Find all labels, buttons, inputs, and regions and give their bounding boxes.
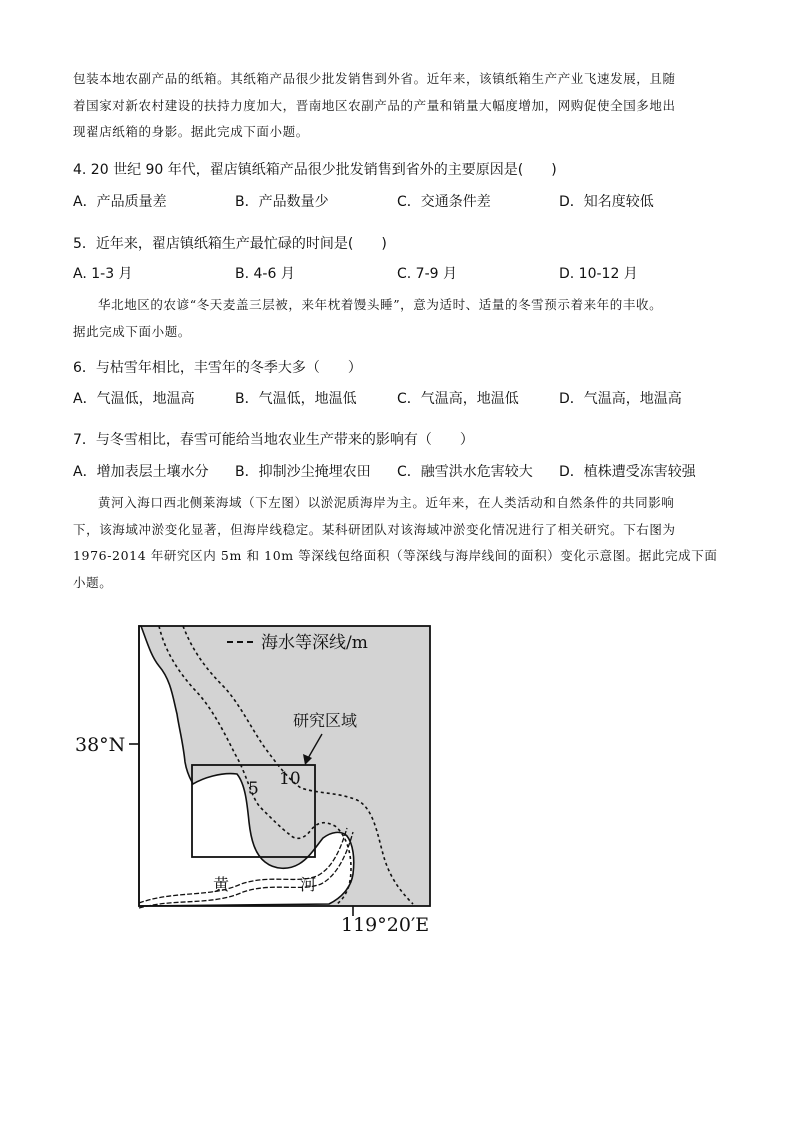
passage-line: 1976-2014 年研究区内 5m 和 10m 等深线包络面积（等深线与海岸线间的面积）变化示意图。据此完成下面 [73, 548, 718, 563]
passage-2 [73, 292, 723, 345]
option-d[interactable]: D．知名度较低 [559, 194, 654, 210]
option-c[interactable]: C．融雪洪水危害较大 [397, 464, 533, 480]
question-7: 7．与冬雪相比，春雪可能给当地农业生产带来的影响有（ ） [73, 432, 474, 448]
option-b[interactable]: B. 4-6 月 [235, 266, 295, 282]
passage-3 [73, 490, 723, 596]
question-4-options [73, 192, 723, 212]
question-5: 5．近年来，翟店镇纸箱生产最忙碌的时间是( ) [73, 236, 387, 252]
question-4: 4. 20 世纪 90 年代，翟店镇纸箱产品很少批发销售到省外的主要原因是( ) [73, 162, 557, 178]
passage-line: 黄河入海口西北侧莱海域（下左图）以淤泥质海岸为主。近年来，在人类活动和自然条件的共同影响 [98, 495, 675, 510]
option-a[interactable]: A．气温低，地温高 [73, 391, 195, 407]
question-5-options [73, 264, 723, 284]
option-a[interactable]: A．产品质量差 [73, 194, 167, 210]
lat-label: 38°N [75, 734, 126, 756]
option-c[interactable]: C．交通条件差 [397, 194, 491, 210]
option-d[interactable]: D．气温高，地温高 [559, 391, 682, 407]
lon-label: 119°20′E [341, 914, 430, 936]
option-c[interactable]: C．气温高，地温低 [397, 391, 519, 407]
question-6-options [73, 389, 723, 409]
estuary-map [75, 622, 435, 937]
contour-5-label: 5 [248, 779, 259, 799]
option-b[interactable]: B．抑制沙尘掩埋农田 [235, 464, 371, 480]
option-a[interactable]: A．增加表层土壤水分 [73, 464, 209, 480]
legend-label: 海水等深线/m [261, 633, 368, 653]
intro-line: 现翟店纸箱的身影。据此完成下面小题。 [73, 124, 309, 139]
option-c[interactable]: C. 7-9 月 [397, 266, 457, 282]
option-b[interactable]: B．气温低，地温低 [235, 391, 357, 407]
option-d[interactable]: D. 10-12 月 [559, 266, 638, 282]
question-6: 6．与枯雪年相比，丰雪年的冬季大多（ ） [73, 360, 362, 376]
intro-line: 着国家对新农村建设的扶持力度加大，晋南地区农副产品的产量和销量大幅度增加，网购促使全国多地出 [73, 97, 676, 113]
question-7-options [73, 462, 723, 482]
intro-passage [73, 66, 723, 146]
option-b[interactable]: B．产品数量少 [235, 194, 329, 210]
region-label: 研究区域 [293, 711, 358, 730]
passage-line: 据此完成下面小题。 [73, 323, 191, 339]
option-d[interactable]: D．植株遭受冻害较强 [559, 464, 696, 480]
intro-line: 包装本地农副产品的纸箱。其纸箱产品很少批发销售到外省。近年来，该镇纸箱生产产业飞速发展，且随 [73, 71, 676, 86]
river-label-2: 河 [300, 875, 317, 894]
river-label-1: 黄 [213, 875, 230, 894]
passage-line: 小题。 [73, 574, 113, 590]
option-a[interactable]: A. 1-3 月 [73, 266, 133, 282]
passage-line: 华北地区的农谚“冬天麦盖三层被，来年枕着馒头睡”，意为适时、适量的冬雪预示着来年的丰收。 [98, 297, 663, 312]
contour-10-label: 10 [279, 769, 301, 789]
passage-line: 下，该海域冲淤变化显著，但海岸线稳定。某科研团队对该海域冲淤变化情况进行了相关研究。下右图为 [73, 521, 676, 537]
